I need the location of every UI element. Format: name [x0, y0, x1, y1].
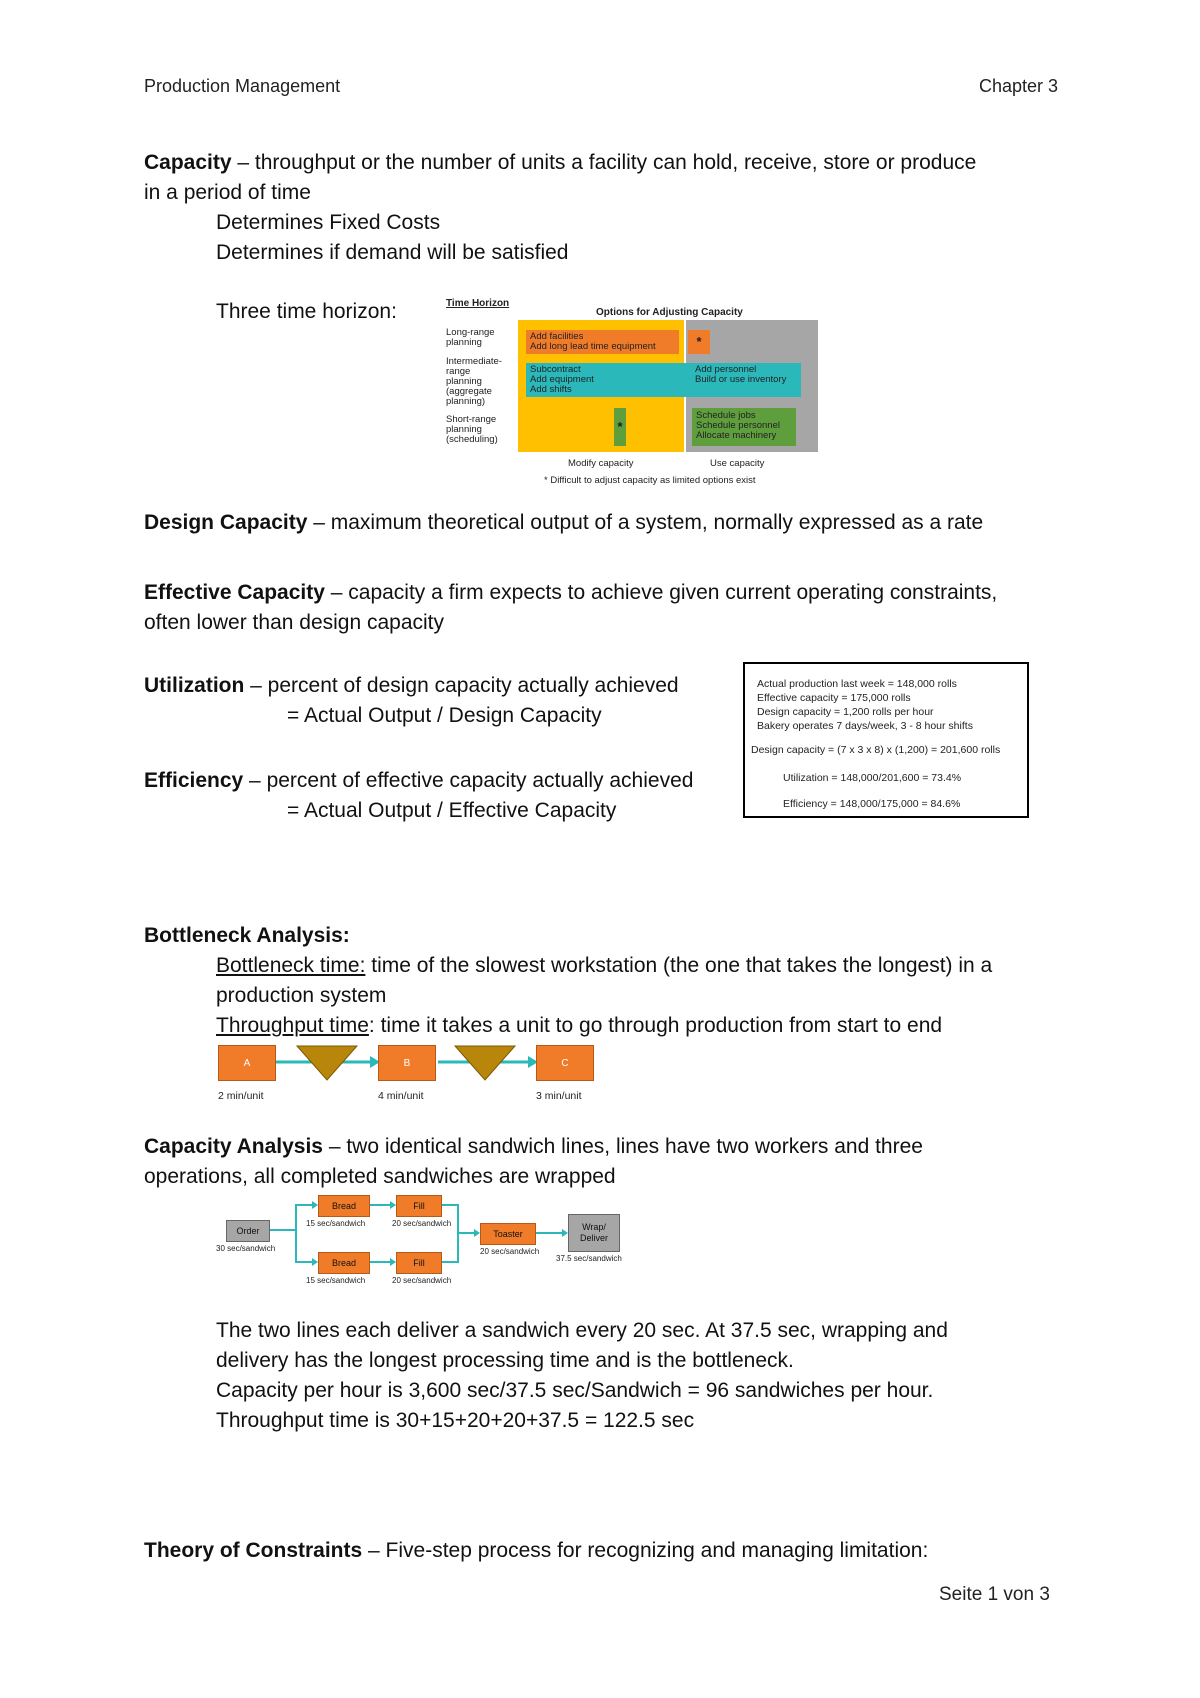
utilization-formula: = Actual Output / Design Capacity: [287, 704, 602, 727]
capacity-term: Capacity: [144, 151, 232, 174]
analysis-line-4: Throughput time is 30+15+20+20+37.5 = 122.5 sec: [216, 1409, 695, 1432]
long-range-options: Add facilities Add long lead time equipment: [526, 330, 679, 354]
toc-def-text: – Five-step process for recognizing and managing limitation:: [362, 1539, 929, 1562]
analysis-line-1: The two lines each deliver a sandwich every 20 sec. At 37.5 sec, wrapping and: [216, 1319, 948, 1342]
flow-order-bread-bottom: [296, 1230, 314, 1262]
short-range-options: Schedule jobs Schedule personnel Allocate machinery: [692, 408, 796, 446]
station-a: A: [218, 1045, 276, 1081]
order-rate: 30 sec/sandwich: [216, 1244, 276, 1253]
bottleneck-time-def-cont: production system: [216, 984, 387, 1007]
label-use-capacity: Use capacity: [710, 458, 765, 469]
efficiency-term: Efficiency: [144, 769, 244, 792]
station-c: C: [536, 1045, 594, 1081]
capacity-analysis-def-text: – two identical sandwich lines, lines have two workers and three: [322, 1135, 923, 1158]
station-c-rate: 3 min/unit: [536, 1090, 582, 1102]
station-b: B: [378, 1045, 436, 1081]
capacity-analysis-definition: [144, 1132, 923, 1162]
design-capacity-definition: [144, 508, 983, 538]
effective-capacity-term: Effective Capacity: [144, 581, 325, 604]
intermediate-modify-options: Subcontract Add equipment Add shifts: [526, 363, 691, 397]
bread-station-bottom: Bread: [318, 1252, 370, 1274]
bread-station-top: Bread: [318, 1195, 370, 1217]
flow-fill-bottom-toaster: [440, 1233, 458, 1262]
page-number: Seite 1 von 3: [939, 1584, 1050, 1605]
bottleneck-time-def-text: time of the slowest workstation (the one that takes the longest) in a: [365, 954, 993, 977]
row-intermediate-range: Intermediate- range planning (aggregate planning): [446, 356, 502, 407]
design-capacity-term: Design Capacity: [144, 511, 308, 534]
effective-capacity-definition: [144, 578, 997, 608]
analysis-line-3: Capacity per hour is 3,600 sec/37.5 sec/Sandwich = 96 sandwiches per hour.: [216, 1379, 934, 1402]
row-short-range: Short-range planning (scheduling): [446, 414, 498, 445]
calc-line-design: Design capacity = 1,200 rolls per hour: [757, 706, 934, 718]
station-a-rate: 2 min/unit: [218, 1090, 264, 1102]
design-capacity-def-text: – maximum theoretical output of a system, normally expressed as a rate: [307, 511, 984, 534]
header-chapter: Chapter 3: [979, 76, 1059, 96]
figure-footnote: * Difficult to adjust capacity as limited options exist: [544, 475, 756, 486]
efficiency-formula: = Actual Output / Effective Capacity: [287, 799, 617, 822]
fill-bottom-rate: 20 sec/sandwich: [392, 1276, 452, 1285]
effective-capacity-def-text: – capacity a firm expects to achieve given current operating constraints,: [324, 581, 998, 604]
fill-station-bottom: Fill: [396, 1252, 442, 1274]
utilization-def-text: – percent of design capacity actually achieved: [244, 674, 679, 697]
bottleneck-heading: Bottleneck Analysis:: [144, 924, 350, 947]
calc-line-utilization: Utilization = 148,000/201,600 = 73.4%: [783, 772, 962, 784]
wrap-deliver-rate: 37.5 sec/sandwich: [556, 1254, 622, 1263]
fill-top-rate: 20 sec/sandwich: [392, 1219, 452, 1228]
time-horizon-figure: [440, 296, 820, 492]
intermediate-use-options: Add personnel Build or use inventory: [691, 363, 801, 397]
calc-line-effective: Effective capacity = 175,000 rolls: [757, 692, 911, 704]
bread-bottom-rate: 15 sec/sandwich: [306, 1276, 366, 1285]
efficiency-def-text: – percent of effective capacity actually achieved: [243, 769, 694, 792]
station-b-rate: 4 min/unit: [378, 1090, 424, 1102]
figure-heading-options: Options for Adjusting Capacity: [596, 307, 743, 318]
toaster-station: Toaster: [480, 1223, 536, 1245]
toc-term: Theory of Constraints: [144, 1539, 363, 1562]
calc-line-efficiency: Efficiency = 148,000/175,000 = 84.6%: [783, 798, 961, 810]
short-range-star: *: [614, 408, 626, 446]
time-horizon-label: Three time horizon:: [216, 300, 397, 323]
bottleneck-time-term: Bottleneck time:: [216, 954, 366, 977]
throughput-time-def-text: : time it takes a unit to go through production from start to end: [368, 1014, 943, 1037]
header-title: Production Management: [144, 76, 341, 96]
bottleneck-time-definition: [216, 951, 992, 981]
fill-station-top: Fill: [396, 1195, 442, 1217]
wrap-deliver-station: Wrap/ Deliver: [568, 1214, 620, 1252]
sandwich-flow-diagram: [214, 1190, 634, 1300]
figure-heading-time-horizon: Time Horizon: [446, 298, 510, 309]
effective-capacity-def-cont: often lower than design capacity: [144, 611, 445, 634]
toaster-rate: 20 sec/sandwich: [480, 1247, 540, 1256]
calc-line-design-capacity: Design capacity = (7 x 3 x 8) x (1,200) = 201,600 rolls: [751, 744, 1001, 756]
capacity-point-2: Determines if demand will be satisfied: [216, 241, 569, 264]
throughput-time-definition: [216, 1011, 942, 1041]
long-range-star: *: [688, 330, 710, 354]
calc-line-actual: Actual production last week = 148,000 rolls: [757, 678, 957, 690]
order-station: Order: [226, 1220, 270, 1242]
capacity-analysis-def-cont: operations, all completed sandwiches are wrapped: [144, 1165, 616, 1188]
utilization-term: Utilization: [144, 674, 245, 697]
efficiency-definition: [144, 766, 693, 796]
bread-top-rate: 15 sec/sandwich: [306, 1219, 366, 1228]
capacity-analysis-term: Capacity Analysis: [144, 1135, 323, 1158]
capacity-definition: [144, 148, 976, 178]
utilization-definition: [144, 671, 679, 701]
capacity-point-1: Determines Fixed Costs: [216, 211, 441, 234]
row-long-range: Long-range planning: [446, 327, 495, 348]
calc-line-shifts: Bakery operates 7 days/week, 3 - 8 hour shifts: [757, 720, 973, 732]
capacity-def-cont: in a period of time: [144, 181, 311, 204]
label-modify-capacity: Modify capacity: [568, 458, 634, 469]
capacity-def-text: – throughput or the number of units a facility can hold, receive, store or produce: [231, 151, 977, 174]
toc-definition: [144, 1536, 928, 1566]
throughput-time-term: Throughput time: [216, 1014, 369, 1037]
bakery-calculation-box: [743, 662, 1029, 818]
process-flow-diagram: [210, 1040, 610, 1110]
analysis-line-2: delivery has the longest processing time and is the bottleneck.: [216, 1349, 794, 1372]
